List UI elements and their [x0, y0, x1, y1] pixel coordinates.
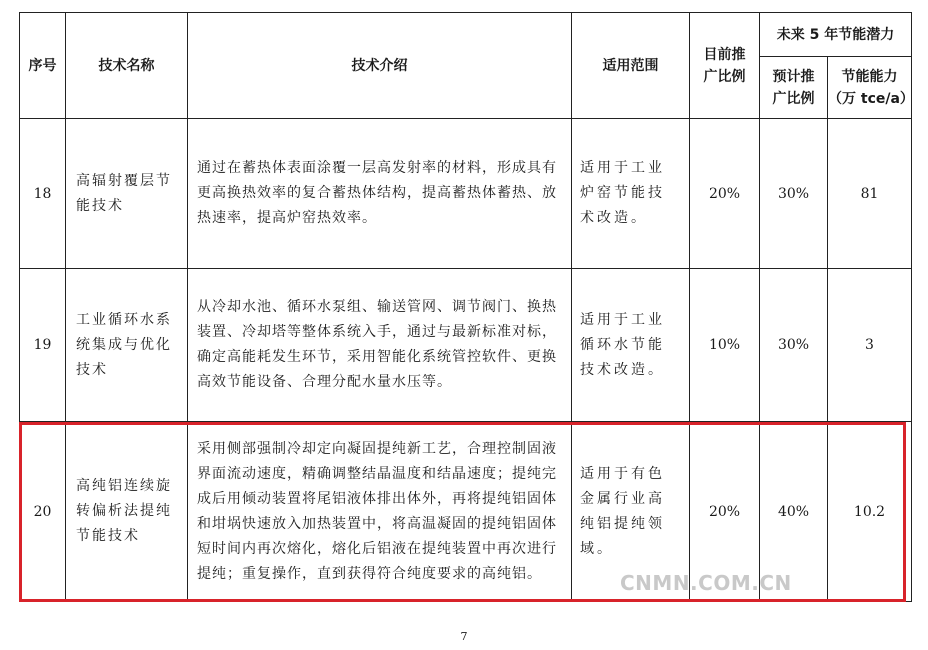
row-capacity: 10.2 [828, 422, 912, 602]
header-future-group: 未来 5 年节能潜力 [760, 13, 912, 57]
header-name: 技术名称 [66, 13, 188, 119]
header-no: 序号 [20, 13, 66, 119]
row-current-ratio: 10% [690, 269, 760, 422]
row-expected-ratio: 30% [760, 119, 828, 269]
row-capacity: 81 [828, 119, 912, 269]
row-tech-name: 高纯铝连续旋转偏析法提纯节能技术 [66, 422, 188, 602]
header-capacity-line1: 节能能力 [841, 68, 898, 85]
row-scope: 适用于工业炉窑节能技术改造。 [572, 119, 690, 269]
row-scope: 适用于有色金属行业高纯铝提纯领域。 [572, 422, 690, 602]
table-row [20, 269, 912, 422]
row-expected-ratio: 40% [760, 422, 828, 602]
header-capacity-line2: （万 tce/a） [828, 90, 914, 107]
row-expected-ratio: 30% [760, 269, 828, 422]
row-tech-intro: 采用侧部强制冷却定向凝固提纯新工艺，合理控制固液界面流动速度，精确调整结晶温度和结晶速度；提纯完成后用倾动装置将尾铝液体排出体外，再将提纯铝固体和坩埚快速放入加热装置中，将高温凝固的提纯铝固体短时间内再次熔化，熔化后铝液在提纯装置中再次进行提纯；重复操作，直到获得符合纯度要求的高纯铝。 [188, 422, 572, 602]
header-expected-line2: 广比例 [772, 90, 815, 107]
row-current-ratio: 20% [690, 119, 760, 269]
row-capacity: 3 [828, 269, 912, 422]
row-no: 18 [20, 119, 66, 269]
row-scope: 适用于工业循环水节能技术改造。 [572, 269, 690, 422]
row-tech-name: 工业循环水系统集成与优化技术 [66, 269, 188, 422]
row-no: 19 [20, 269, 66, 422]
header-current-line1: 目前推 [703, 46, 746, 63]
header-intro: 技术介绍 [188, 13, 572, 119]
header-scope: 适用范围 [572, 13, 690, 119]
row-current-ratio: 20% [690, 422, 760, 602]
header-expected-ratio [760, 57, 828, 119]
watermark: CNMN.COM.CN [620, 571, 792, 595]
header-capacity [828, 57, 912, 119]
row-tech-name: 高辐射覆层节能技术 [66, 119, 188, 269]
header-current-ratio [690, 13, 760, 119]
technology-table [19, 12, 912, 602]
header-expected-line1: 预计推 [772, 68, 815, 85]
header-current-line2: 广比例 [703, 68, 746, 85]
row-tech-intro: 通过在蓄热体表面涂覆一层高发射率的材料，形成具有更高换热效率的复合蓄热体结构，提高蓄热体蓄热、放热速率，提高炉窑热效率。 [188, 119, 572, 269]
header-row-top [20, 13, 912, 57]
row-tech-intro: 从冷却水池、循环水泵组、输送管网、调节阀门、换热装置、冷却塔等整体系统入手，通过与最新标准对标，确定高能耗发生环节，采用智能化系统管控软件、更换高效节能设备、合理分配水量水压等。 [188, 269, 572, 422]
table-row [20, 119, 912, 269]
page-number: 7 [460, 630, 468, 643]
row-no: 20 [20, 422, 66, 602]
